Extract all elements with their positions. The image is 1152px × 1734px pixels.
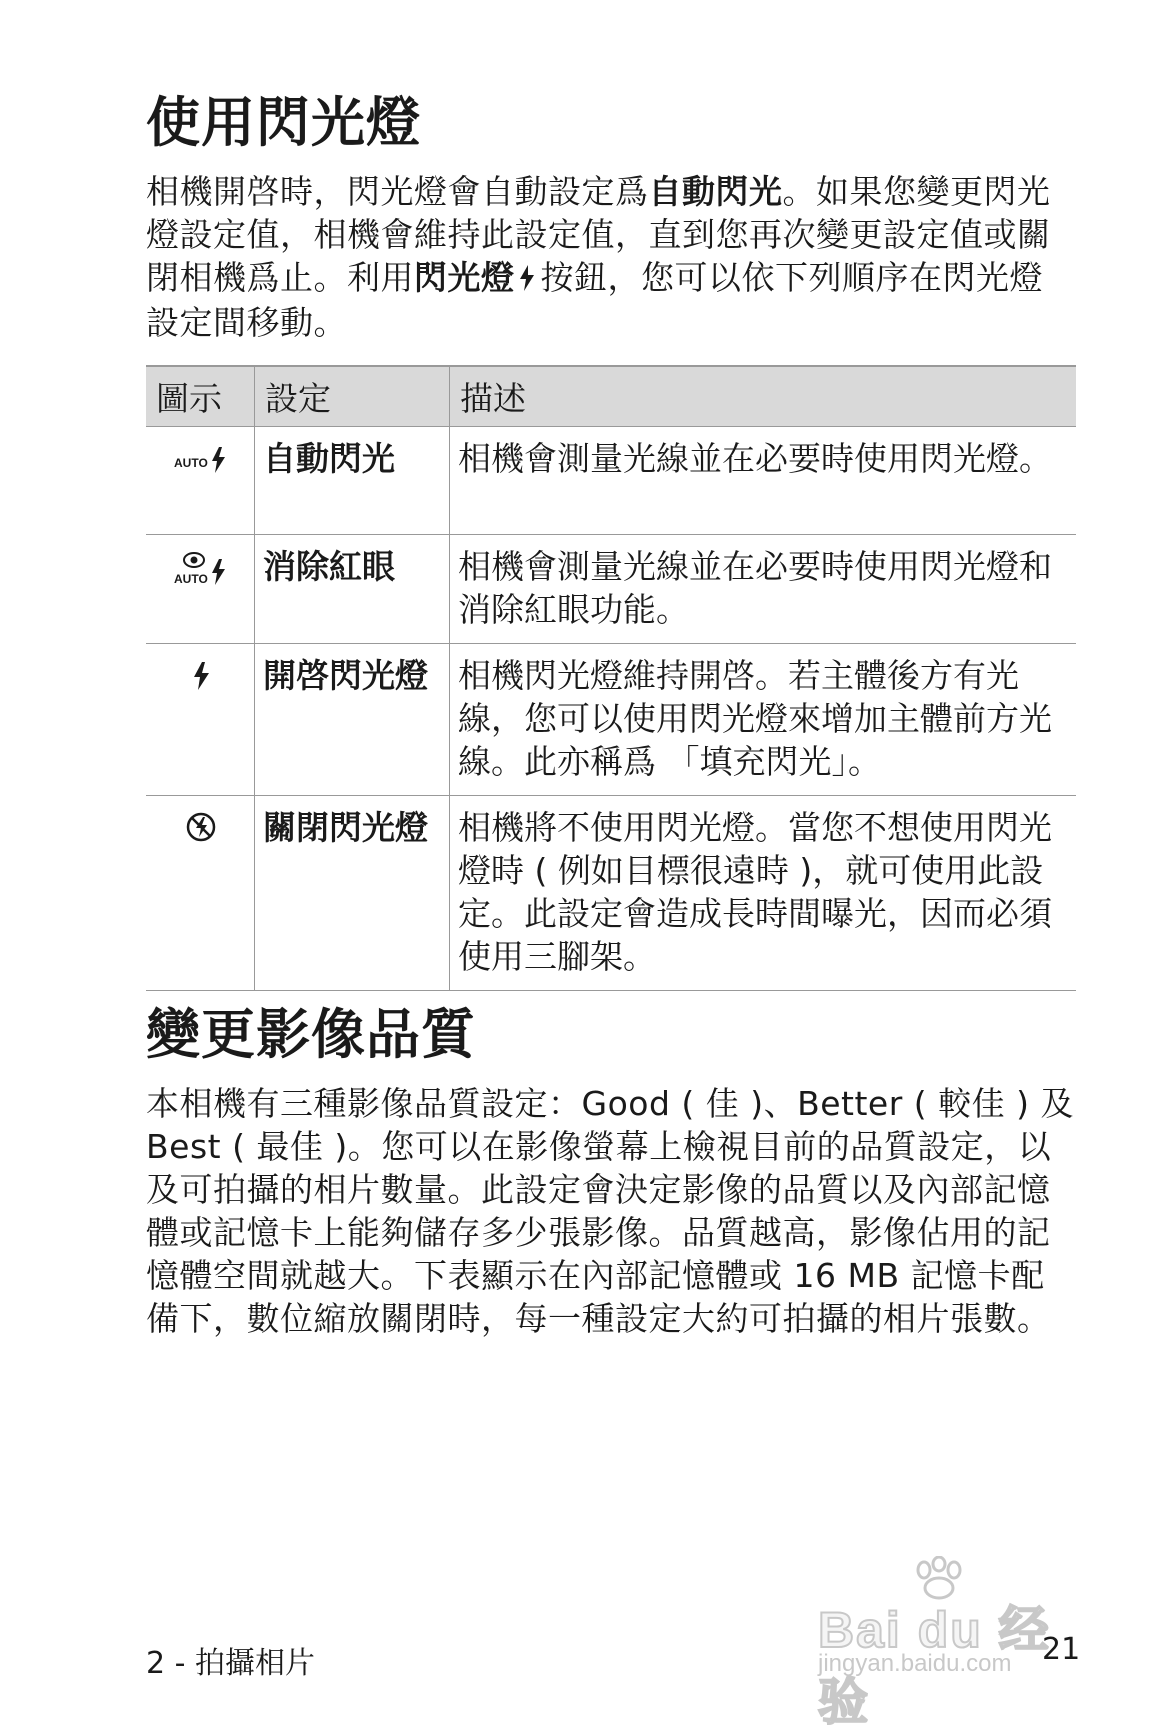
table-row [146, 644, 1076, 796]
auto-flash-icon [146, 427, 255, 535]
setting-description: 相機會測量光線並在必要時使用閃光燈。 [450, 427, 1077, 535]
setting-name: 關閉閃光燈 [255, 796, 450, 991]
flash-settings-table [146, 365, 1076, 991]
flash-off-icon [146, 796, 255, 991]
section-title-flash: 使用閃光燈 [146, 91, 421, 154]
intro-text-3: 按鈕，您可以依下列順序在閃光燈設定間移動。 [146, 258, 1043, 342]
table-row [146, 535, 1076, 644]
auto-label: AUTO [174, 456, 208, 470]
footer-chapter: 2 - 拍攝相片 [146, 1646, 315, 1681]
intro-bold-auto-flash: 自動閃光 [648, 172, 783, 211]
table-header-row [146, 366, 1076, 427]
flash-on-icon [146, 644, 255, 796]
setting-name: 自動閃光 [255, 427, 450, 535]
intro-text-2: 。如果您變更閃光燈設定值，相機會維持此設定值，直到您再次變更設定值或關閉相機爲止。利用 [146, 172, 1051, 297]
table-row [146, 427, 1076, 535]
baidu-watermark-logo [818, 1556, 1081, 1730]
table-row [146, 796, 1076, 991]
header-setting: 設定 [255, 366, 450, 427]
setting-description: 相機閃光燈維持開啓。若主體後方有光線，您可以使用閃光燈來增加主體前方光線。此亦稱爲 「填充閃光」。 [450, 644, 1077, 796]
flash-intro-paragraph [146, 170, 1076, 344]
auto-label: AUTO [174, 572, 208, 586]
header-icon: 圖示 [146, 366, 255, 427]
intro-bold-flash: 閃光燈 [414, 258, 515, 297]
footer-page-number: 21 [1042, 1632, 1081, 1667]
setting-name: 消除紅眼 [255, 535, 450, 644]
watermark-brand: Bai du 经验 [818, 1602, 1051, 1730]
setting-description: 相機會測量光線並在必要時使用閃光燈和消除紅眼功能。 [450, 535, 1077, 644]
setting-description: 相機將不使用閃光燈。當您不想使用閃光燈時 ( 例如目標很遠時 )，就可使用此設定。此設定會造成長時間曝光，因而必須使用三腳架。 [450, 796, 1077, 991]
section-title-quality: 變更影像品質 [146, 1003, 476, 1066]
setting-name: 開啓閃光燈 [255, 644, 450, 796]
intro-text-1: 相機開啓時，閃光燈會自動設定爲 [146, 172, 649, 211]
quality-paragraph: 本相機有三種影像品質設定：Good ( 佳 )、Better ( 較佳 ) 及 Best ( 最佳 )。您可以在影像螢幕上檢視目前的品質設定，以及可拍攝的相片數量。此設定會決定影像的品質以及內部記憶體或記憶卡上能夠儲存多少張影像。品質越高，影像佔用的記憶體空間就越大。下表顯示在內部記憶體或 16 MB 記憶卡配備下，數位縮放關閉時，每一種設定大約可拍攝的相片張數。 [146, 1084, 1075, 1338]
watermark-url: jingyan.baidu.com [818, 1650, 1012, 1677]
red-eye-reduction-icon [146, 535, 255, 644]
flash-button-icon [519, 258, 537, 301]
header-description: 描述 [450, 366, 1077, 427]
